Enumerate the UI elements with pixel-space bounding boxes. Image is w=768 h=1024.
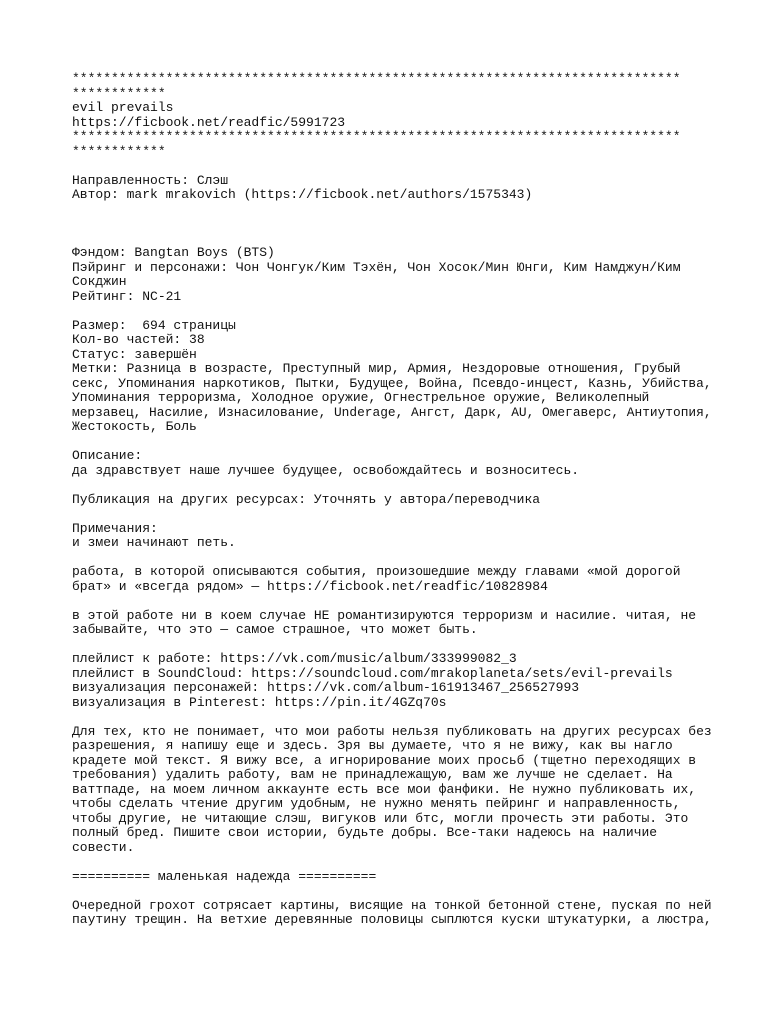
text-line: брат» и «всегда рядом» — https://ficbook.net/readfic/10828984 bbox=[72, 578, 548, 594]
text-line: работа, в которой описываются события, произошедшие между главами «мой дорогой bbox=[72, 564, 681, 579]
text-line: требования) удалить работу, вам не принадлежащую, вам же лучше не сделает. На bbox=[72, 767, 673, 782]
text-line: разрешения, я напишу еще и здесь. Зря вы думаете, что я не вижу, как вы нагло bbox=[72, 738, 673, 753]
text-line: Пэйринг и персонажи: Чон Чонгук/Ким Тэхён, Чон Хосок/Мин Юнги, Ким Намджун/Ким bbox=[72, 259, 681, 275]
text-line: чтобы сделать чтение другим удобным, не нужно менять пейринг и направленность, bbox=[72, 796, 681, 811]
text-line: Описание: bbox=[72, 448, 143, 463]
text-line: Очередной грохот сотрясает картины, висящие на тонкой бетонной стене, пуская по ней bbox=[72, 897, 712, 913]
text-line: и змеи начинают петь. bbox=[72, 535, 236, 550]
text-line: ========== маленькая надежда ========== bbox=[72, 868, 377, 884]
text-line: паутину трещин. На ветхие деревянные половицы сыплются куски штукатурки, а люстра, bbox=[72, 912, 712, 927]
text-line: Рейтинг: NC-21 bbox=[72, 288, 182, 304]
blank-line bbox=[72, 232, 712, 247]
text-line: крадете мой текст. Я вижу все, а игнорирование моих просьб (тщетно переходящих в bbox=[72, 752, 697, 768]
blank-line bbox=[72, 884, 712, 899]
text-line: Автор: mark mrakovich (https://ficbook.net/authors/1575343) bbox=[72, 187, 533, 202]
text-line: ****************************************************************************** bbox=[72, 129, 681, 144]
blank-line bbox=[72, 435, 712, 450]
text-line: плейлист в SoundCloud: https://soundcloud.com/mrakoplaneta/sets/evil-prevails bbox=[72, 665, 673, 681]
text-line: визуализация в Pinterest: https://pin.it/4GZq70s bbox=[72, 694, 447, 710]
blank-line bbox=[72, 855, 712, 870]
text-line: https://ficbook.net/readfic/5991723 bbox=[72, 114, 346, 130]
text-line: ************ bbox=[72, 143, 166, 159]
blank-line bbox=[72, 507, 712, 522]
text-line: визуализация персонажей: https://vk.com/album-161913467_256527993 bbox=[72, 680, 580, 695]
text-line: мерзавец, Насилие, Изнасилование, Underage, Ангст, Дарк, AU, Омегаверс, Антиутопия, bbox=[72, 404, 712, 420]
text-line: да здравствует наше лучшее будущее, освобождайтесь и возноситесь. bbox=[72, 462, 580, 478]
text-line: полный бред. Пишите свои истории, будьте добры. Все-таки надеюсь на наличие bbox=[72, 825, 658, 840]
text-line: Направленность: Слэш bbox=[72, 172, 229, 188]
text-line: Метки: Разница в возрасте, Преступный мир, Армия, Нездоровые отношения, Грубый bbox=[72, 361, 681, 376]
blank-line bbox=[72, 710, 712, 725]
text-line: evil prevails bbox=[72, 100, 174, 115]
text-line: Сокджин bbox=[72, 274, 127, 289]
text-line: забывайте, что это — самое страшное, что может быть. bbox=[72, 622, 478, 637]
text-line: Размер: 694 страницы bbox=[72, 317, 236, 333]
text-line: ****************************************************************************** bbox=[72, 71, 681, 86]
text-line: секс, Упоминания наркотиков, Пытки, Будущее, Война, Псевдо-инцест, Казнь, Убийства, bbox=[72, 375, 712, 391]
text-line: Упоминания терроризма, Холодное оружие, Огнестрельное оружие, Великолепный bbox=[72, 390, 650, 405]
blank-line bbox=[72, 594, 712, 609]
blank-line bbox=[72, 478, 712, 493]
text-line: Примечания: bbox=[72, 520, 158, 536]
blank-line bbox=[72, 159, 712, 174]
text-line: Кол-во частей: 38 bbox=[72, 332, 205, 347]
text-line: ваттпаде, на моем личном аккаунте есть все мои фанфики. Не нужно публиковать их, bbox=[72, 781, 697, 797]
text-line: Для тех, кто не понимает, что мои работы нельзя публиковать на других ресурсах без bbox=[72, 723, 712, 739]
text-line: Жестокость, Боль bbox=[72, 419, 197, 434]
document-page bbox=[72, 72, 712, 928]
blank-line bbox=[72, 203, 712, 218]
blank-line bbox=[72, 638, 712, 653]
blank-line bbox=[72, 304, 712, 319]
text-line: Публикация на других ресурсах: Уточнять у автора/переводчика bbox=[72, 491, 541, 507]
text-line: ************ bbox=[72, 85, 166, 101]
text-line: Фэндом: Bangtan Boys (BTS) bbox=[72, 245, 275, 260]
text-line: плейлист к работе: https://vk.com/music/album/333999082_3 bbox=[72, 651, 517, 666]
text-line: в этой работе ни в коем случае НЕ романтизируются терроризм и насилие. читая, не bbox=[72, 607, 697, 623]
text-line: совести. bbox=[72, 839, 135, 855]
text-line: Статус: завершён bbox=[72, 346, 197, 362]
blank-line bbox=[72, 551, 712, 566]
blank-line bbox=[72, 217, 712, 232]
text-line: чтобы другие, не читающие слэш, вигуков или бтс, могли прочесть эти работы. Это bbox=[72, 810, 689, 826]
